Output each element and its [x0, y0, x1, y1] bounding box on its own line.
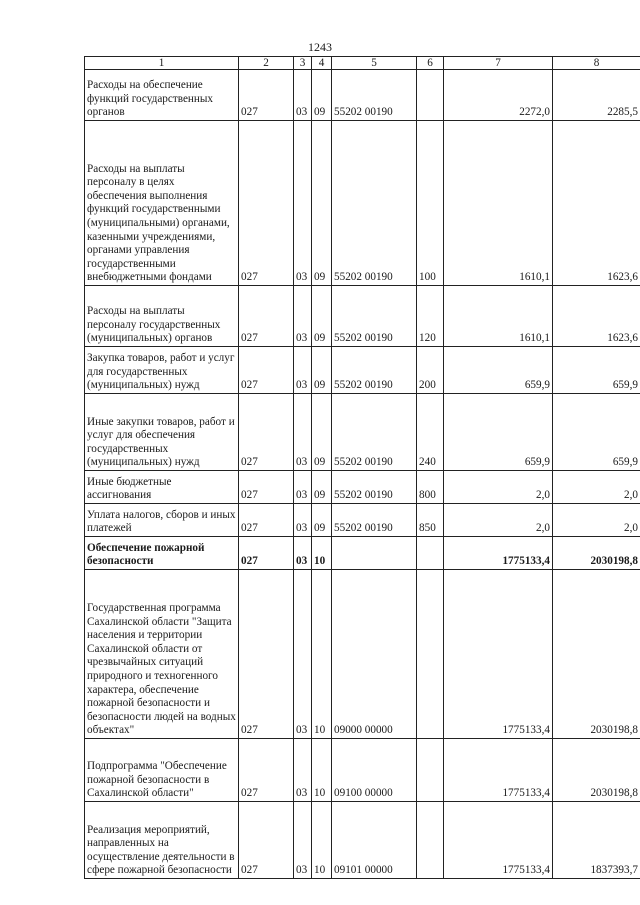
- amount-year1-cell: 659,9: [444, 394, 553, 471]
- table-row: [85, 70, 640, 121]
- amount-year2-cell: 2030198,8: [553, 570, 640, 739]
- section-code-cell: 03: [294, 504, 312, 537]
- amount-year2-cell: 2285,5: [553, 70, 640, 121]
- ministry-code-cell: 027: [239, 121, 294, 286]
- amount-year2-cell: 659,9: [553, 347, 640, 394]
- expense-type-cell: 850: [417, 504, 444, 537]
- table-row: [85, 347, 640, 394]
- section-code-cell: 03: [294, 121, 312, 286]
- subsection-code-cell: 10: [312, 570, 332, 739]
- amount-year1-cell: 1775133,4: [444, 570, 553, 739]
- ministry-code-cell: 027: [239, 537, 294, 570]
- row-name-cell: Иные закупки товаров, работ и услуг для обеспечения государственных (муниципальных) нужд: [85, 394, 239, 471]
- subsection-code-cell: 10: [312, 537, 332, 570]
- amount-year1-cell: 1610,1: [444, 286, 553, 347]
- expense-type-cell: [417, 70, 444, 121]
- section-code-cell: 03: [294, 347, 312, 394]
- ministry-code-cell: 027: [239, 504, 294, 537]
- target-article-cell: 55202 00190: [332, 121, 417, 286]
- ministry-code-cell: 027: [239, 70, 294, 121]
- table-row: [85, 739, 640, 802]
- budget-table: [84, 56, 640, 879]
- target-article-cell: 09101 00000: [332, 802, 417, 879]
- row-name-cell: Расходы на выплаты персоналу государственных (муниципальных) органов: [85, 286, 239, 347]
- column-header: 6: [417, 57, 444, 70]
- amount-year1-cell: 659,9: [444, 347, 553, 394]
- subsection-code-cell: 09: [312, 471, 332, 504]
- column-header: 4: [312, 57, 332, 70]
- amount-year2-cell: 1623,6: [553, 121, 640, 286]
- section-code-cell: 03: [294, 537, 312, 570]
- column-header: 1: [85, 57, 239, 70]
- expense-type-cell: [417, 537, 444, 570]
- ministry-code-cell: 027: [239, 570, 294, 739]
- section-code-cell: 03: [294, 70, 312, 121]
- row-name-cell: Подпрограмма "Обеспечение пожарной безопасности в Сахалинской области": [85, 739, 239, 802]
- subsection-code-cell: 09: [312, 504, 332, 537]
- expense-type-cell: 240: [417, 394, 444, 471]
- column-header: 8: [553, 57, 640, 70]
- column-header: 5: [332, 57, 417, 70]
- ministry-code-cell: 027: [239, 394, 294, 471]
- section-code-cell: 03: [294, 286, 312, 347]
- amount-year2-cell: 1623,6: [553, 286, 640, 347]
- expense-type-cell: 200: [417, 347, 444, 394]
- target-article-cell: 09100 00000: [332, 739, 417, 802]
- row-name-cell: Закупка товаров, работ и услуг для государственных (муниципальных) нужд: [85, 347, 239, 394]
- subsection-code-cell: 09: [312, 286, 332, 347]
- amount-year1-cell: 1775133,4: [444, 537, 553, 570]
- column-header: 3: [294, 57, 312, 70]
- row-name-cell: Расходы на обеспечение функций государственных органов: [85, 70, 239, 121]
- column-header: 7: [444, 57, 553, 70]
- table-row: [85, 802, 640, 879]
- expense-type-cell: [417, 739, 444, 802]
- subsection-code-cell: 09: [312, 394, 332, 471]
- section-code-cell: 03: [294, 739, 312, 802]
- amount-year2-cell: 2,0: [553, 504, 640, 537]
- table-row: [85, 537, 640, 570]
- ministry-code-cell: 027: [239, 347, 294, 394]
- amount-year2-cell: 1837393,7: [553, 802, 640, 879]
- target-article-cell: 55202 00190: [332, 394, 417, 471]
- section-code-cell: 03: [294, 802, 312, 879]
- row-name-cell: Государственная программа Сахалинской области "Защита населения и территории Сахалинской области от чрезвычайных ситуаций природного и техногенного характера, обеспечение пожарной безопасности и безопасности людей на водных объектах": [85, 570, 239, 739]
- subsection-code-cell: 10: [312, 802, 332, 879]
- target-article-cell: 55202 00190: [332, 347, 417, 394]
- row-name-cell: Расходы на выплаты персоналу в целях обеспечения выполнения функций государственными (муниципальными) органами, казенными учреждениями, органами управления государственными внебюджетными фондами: [85, 121, 239, 286]
- expense-type-cell: [417, 570, 444, 739]
- row-name-cell: Обеспечение пожарной безопасности: [85, 537, 239, 570]
- row-name-cell: Реализация мероприятий, направленных на осуществление деятельности в сфере пожарной безопасности: [85, 802, 239, 879]
- table-row: [85, 570, 640, 739]
- subsection-code-cell: 09: [312, 121, 332, 286]
- row-name-cell: Уплата налогов, сборов и иных платежей: [85, 504, 239, 537]
- amount-year1-cell: 2,0: [444, 504, 553, 537]
- page-number: 1243: [308, 40, 332, 54]
- section-code-cell: 03: [294, 471, 312, 504]
- column-header: 2: [239, 57, 294, 70]
- row-name-cell: Иные бюджетные ассигнования: [85, 471, 239, 504]
- table-row: [85, 504, 640, 537]
- amount-year1-cell: 2272,0: [444, 70, 553, 121]
- amount-year1-cell: 1610,1: [444, 121, 553, 286]
- expense-type-cell: 100: [417, 121, 444, 286]
- section-code-cell: 03: [294, 394, 312, 471]
- amount-year1-cell: 1775133,4: [444, 802, 553, 879]
- table-row: [85, 471, 640, 504]
- target-article-cell: 55202 00190: [332, 70, 417, 121]
- target-article-cell: [332, 537, 417, 570]
- table-row: [85, 394, 640, 471]
- subsection-code-cell: 10: [312, 739, 332, 802]
- subsection-code-cell: 09: [312, 70, 332, 121]
- subsection-code-cell: 09: [312, 347, 332, 394]
- amount-year1-cell: 2,0: [444, 471, 553, 504]
- ministry-code-cell: 027: [239, 739, 294, 802]
- amount-year2-cell: 2030198,8: [553, 739, 640, 802]
- ministry-code-cell: 027: [239, 802, 294, 879]
- table-header-row: [85, 57, 640, 70]
- amount-year2-cell: 2,0: [553, 471, 640, 504]
- expense-type-cell: 120: [417, 286, 444, 347]
- table-row: [85, 286, 640, 347]
- expense-type-cell: [417, 802, 444, 879]
- ministry-code-cell: 027: [239, 286, 294, 347]
- target-article-cell: 09000 00000: [332, 570, 417, 739]
- target-article-cell: 55202 00190: [332, 471, 417, 504]
- amount-year2-cell: 2030198,8: [553, 537, 640, 570]
- target-article-cell: 55202 00190: [332, 286, 417, 347]
- table-row: [85, 121, 640, 286]
- amount-year1-cell: 1775133,4: [444, 739, 553, 802]
- expense-type-cell: 800: [417, 471, 444, 504]
- amount-year2-cell: 659,9: [553, 394, 640, 471]
- section-code-cell: 03: [294, 570, 312, 739]
- ministry-code-cell: 027: [239, 471, 294, 504]
- target-article-cell: 55202 00190: [332, 504, 417, 537]
